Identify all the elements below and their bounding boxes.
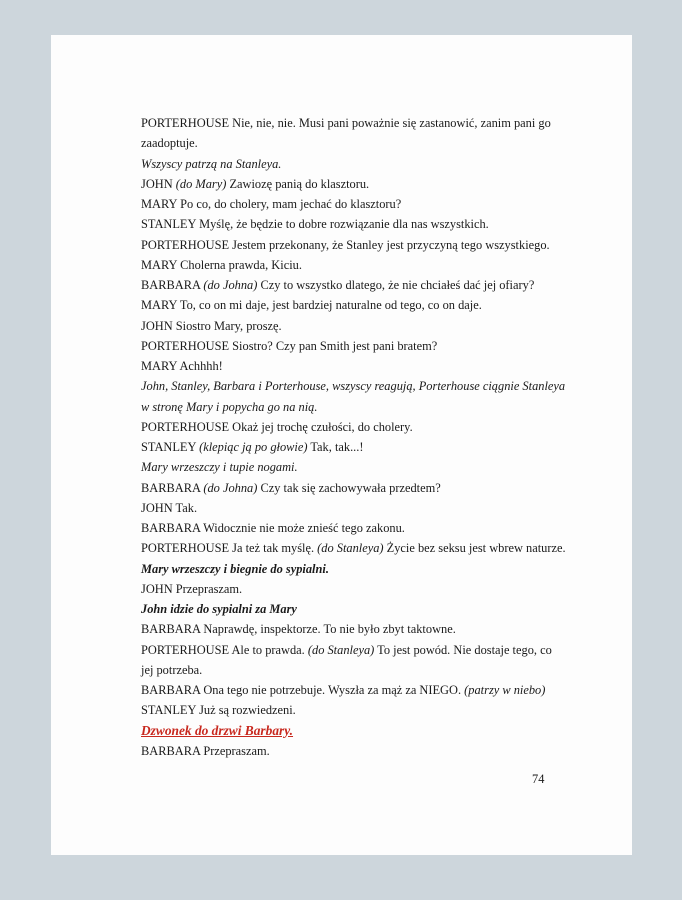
stage-direction: w stronę Mary i popycha go na nią.	[141, 399, 318, 414]
dialogue-text: BARBARA	[141, 480, 204, 495]
script-line	[141, 660, 611, 680]
stage-direction-highlight: Dzwonek do drzwi Barbary.	[141, 722, 294, 738]
script-line	[141, 376, 611, 396]
dialogue-block	[141, 113, 611, 761]
script-line	[141, 316, 611, 336]
script-line	[141, 275, 611, 295]
script-line	[141, 437, 611, 457]
dialogue-text: STANLEY Już są rozwiedzeni.	[141, 703, 296, 718]
script-line	[141, 457, 611, 477]
dialogue-text: JOHN	[141, 176, 176, 191]
script-line	[141, 498, 611, 518]
script-line	[141, 295, 611, 315]
script-line	[141, 194, 611, 214]
stage-direction: John, Stanley, Barbara i Porterhouse, wszyscy reagują, Porterhouse ciągnie Stanleya	[141, 379, 566, 394]
script-line	[141, 538, 611, 558]
script-line	[141, 235, 611, 255]
dialogue-text: PORTERHOUSE Okaż jej trochę czułości, do cholery.	[141, 419, 413, 434]
script-line	[141, 154, 611, 174]
dialogue-text: PORTERHOUSE Nie, nie, nie. Musi pani poważnie się zastanowić, zanim pani go	[141, 116, 551, 130]
script-line	[141, 113, 611, 133]
dialogue-text: STANLEY	[141, 440, 200, 454]
stage-direction: (do Stanleya)	[317, 541, 384, 556]
dialogue-text: MARY Cholerna prawda, Kiciu.	[141, 257, 302, 272]
script-line	[141, 133, 611, 153]
script-line	[141, 174, 611, 194]
script-line	[141, 680, 611, 700]
script-line	[141, 640, 611, 660]
script-line	[141, 255, 611, 275]
stage-direction: (klepiąc ją po głowie)	[199, 440, 308, 454]
script-line	[141, 700, 611, 720]
dialogue-text: Tak, tak...!	[307, 440, 364, 454]
dialogue-text: PORTERHOUSE Jestem przekonany, że Stanley jest przyczyną tego wszystkiego.	[141, 237, 550, 252]
dialogue-text: PORTERHOUSE Siostro? Czy pan Smith jest pani bratem?	[141, 338, 438, 353]
script-line	[141, 599, 611, 619]
dialogue-text: MARY Achhhh!	[141, 359, 223, 373]
dialogue-text: JOHN Przepraszam.	[141, 581, 243, 596]
dialogue-text: JOHN Siostro Mary, proszę.	[141, 318, 282, 333]
stage-direction: (do Johna)	[203, 480, 258, 495]
dialogue-text: jej potrzeba.	[141, 662, 203, 677]
dialogue-text: STANLEY Myślę, że będzie to dobre rozwiązanie dla nas wszystkich.	[141, 217, 489, 232]
script-line	[141, 619, 611, 639]
dialogue-text: BARBARA Widocznie nie może znieść tego zakonu.	[141, 521, 405, 535]
dialogue-text: BARBARA	[141, 278, 204, 292]
dialogue-text: To jest powód. Nie dostaje tego, co	[374, 642, 552, 657]
stage-direction: (do Stanleya)	[307, 642, 375, 657]
dialogue-text: JOHN Tak.	[141, 500, 198, 515]
stage-direction: (do Johna)	[203, 278, 258, 292]
dialogue-text: BARBARA Ona tego nie potrzebuje. Wyszła za mąż za NIEGO.	[141, 683, 465, 697]
script-line	[141, 518, 611, 538]
dialogue-text: BARBARA Przepraszam.	[141, 743, 270, 758]
script-line	[141, 559, 611, 579]
script-line	[141, 579, 611, 599]
script-page	[51, 35, 632, 855]
stage-direction: Mary wrzeszczy i tupie nogami.	[141, 460, 298, 475]
dialogue-text: Życie bez seksu jest wbrew naturze.	[383, 541, 566, 556]
dialogue-text: BARBARA Naprawdę, inspektorze. To nie było zbyt taktowne.	[141, 622, 456, 637]
dialogue-text: MARY Po co, do cholery, mam jechać do klasztoru?	[141, 197, 402, 211]
script-line	[141, 478, 611, 498]
dialogue-text: Czy to wszystko dlatego, że nie chciałeś dać jej ofiary?	[257, 278, 535, 292]
script-line	[141, 214, 611, 234]
dialogue-text: PORTERHOUSE Ale to prawda.	[141, 642, 308, 657]
stage-direction: (patrzy w niebo)	[464, 683, 546, 697]
script-line	[141, 397, 611, 417]
stage-direction: (do Mary)	[175, 176, 227, 191]
stage-direction: Wszyscy patrzą na Stanleya.	[141, 156, 282, 171]
dialogue-text: MARY To, co on mi daje, jest bardziej naturalne od tego, co on daje.	[141, 298, 482, 313]
stage-direction: Mary wrzeszczy i biegnie do sypialni.	[141, 561, 329, 576]
script-line	[141, 356, 611, 376]
dialogue-text: zaadoptuje.	[141, 136, 198, 151]
dialogue-text: Czy tak się zachowywała przedtem?	[257, 480, 441, 495]
script-line	[141, 417, 611, 437]
dialogue-text: PORTERHOUSE Ja też tak myślę.	[141, 541, 318, 556]
script-line	[141, 741, 611, 761]
dialogue-text: Zawiozę panią do klasztoru.	[226, 176, 370, 191]
stage-direction: John idzie do sypialni za Mary	[141, 602, 297, 616]
page-number: 74	[532, 772, 545, 786]
script-line	[141, 721, 611, 741]
script-line	[141, 336, 611, 356]
